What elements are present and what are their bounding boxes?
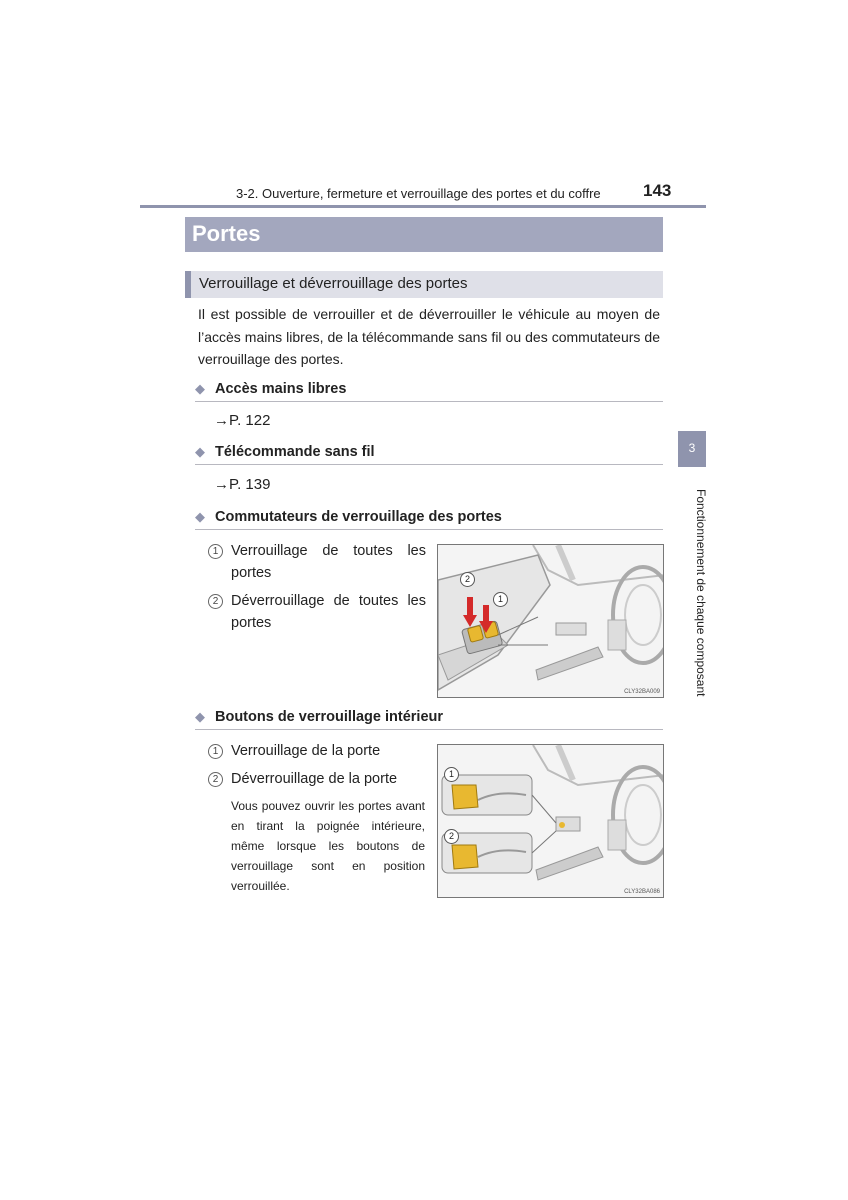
subsection-title: Verrouillage et déverrouillage des portes [199, 275, 468, 292]
step-item [208, 740, 426, 762]
page-reference-link[interactable] [214, 412, 270, 429]
arrow-icon: → [214, 412, 229, 429]
page-number: 143 [643, 181, 672, 200]
figure-code: CLY32BA086 [624, 889, 660, 895]
diamond-bullet-icon: ◆ [195, 509, 205, 524]
item-heading-lock-switches [195, 508, 663, 530]
chapter-number: 3 [688, 441, 696, 455]
intro-paragraph: Il est possible de verrouiller et de déverrouiller le véhicule au moyen de l’accès mains libres, de la télécommande sans fil ou des commutateurs de verrouillage des portes. [198, 306, 660, 367]
step-item [208, 540, 426, 581]
diamond-bullet-icon: ◆ [195, 709, 205, 724]
item-heading-inside-lock-buttons [195, 708, 663, 730]
page-reference: P. 122 [229, 412, 271, 429]
diamond-bullet-icon: ◆ [195, 444, 205, 459]
step-text: Déverrouillage de la porte [231, 771, 398, 787]
step-number-badge: 1 [208, 544, 223, 559]
step-text: Verrouillage de toutes les portes [231, 543, 426, 581]
item-label: Boutons de verrouillage intérieur [215, 709, 444, 725]
door-panel-drawing [438, 545, 664, 698]
door-lock-switch-illustration [437, 544, 664, 698]
callout-badge: 1 [493, 592, 508, 607]
section-title: Portes [192, 221, 261, 246]
note-paragraph: Vous pouvez ouvrir les portes avant en tirant la poignée intérieure, même lorsque les boutons de verrouillage sont en position verrouillée. [231, 799, 425, 893]
step-number-badge: 2 [208, 594, 223, 609]
step-text: Verrouillage de la porte [231, 743, 381, 759]
header-rule [140, 205, 706, 208]
arrow-icon: → [214, 476, 229, 493]
item-label: Télécommande sans fil [215, 444, 375, 460]
callout-badge: 2 [444, 829, 459, 844]
item-label: Commutateurs de verrouillage des portes [215, 509, 502, 525]
chapter-tab[interactable] [678, 431, 706, 467]
step-item [208, 768, 426, 790]
step-number-badge: 1 [208, 744, 223, 759]
item-label: Accès mains libres [215, 381, 347, 397]
subsection-banner [185, 271, 663, 298]
diamond-bullet-icon: ◆ [195, 381, 205, 396]
item-heading-hands-free [195, 380, 663, 402]
running-header: 3-2. Ouverture, fermeture et verrouillage des portes et du coffre [236, 186, 601, 201]
page-reference-link[interactable] [214, 476, 270, 493]
door-handle-drawing [438, 745, 664, 898]
inside-lock-button-illustration [437, 744, 664, 898]
item-heading-remote [195, 443, 663, 465]
section-title-banner [185, 217, 663, 252]
callout-badge: 2 [460, 572, 475, 587]
page-reference: P. 139 [229, 476, 271, 493]
step-text: Déverrouillage de toutes les portes [231, 593, 426, 631]
callout-badge: 1 [444, 767, 459, 782]
chapter-label: Fonctionnement de chaque composant [694, 489, 708, 697]
step-item [208, 590, 426, 631]
step-number-badge: 2 [208, 772, 223, 787]
figure-code: CLY32BA009 [624, 689, 660, 695]
